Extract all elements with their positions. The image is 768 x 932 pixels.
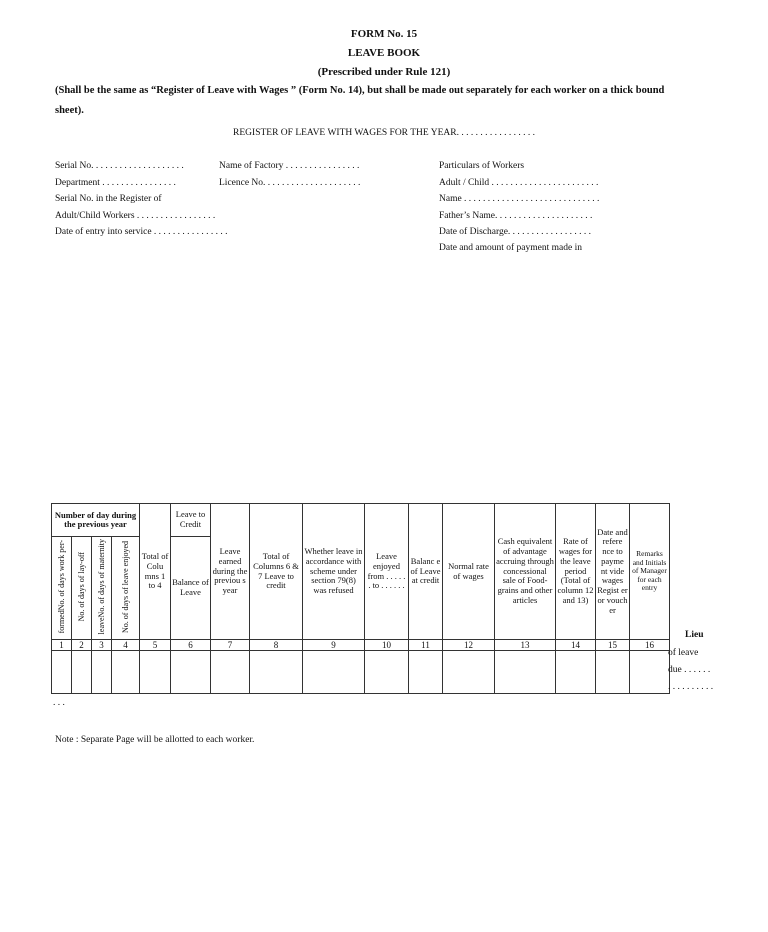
form-number: FORM No. 15: [350, 28, 418, 40]
form-note-line2: sheet).: [55, 105, 84, 116]
col-number-4: 4: [112, 640, 140, 651]
col-leave-enjoyed-label: No. of days of leave enjoyed: [120, 540, 130, 633]
entry-cell[interactable]: [211, 651, 250, 694]
col-remarks: Remarks and Initials of Manager for each entry: [630, 504, 670, 640]
col-number-15: 15: [596, 640, 630, 651]
col-number-2: 2: [72, 640, 92, 651]
col-maternity: [92, 537, 112, 640]
col-leave-refused: Whether leave in accordance with scheme under section 79(8) was refused: [303, 504, 365, 640]
serial-no-field: Serial No. . . . . . . . . . . . . . . . . . . .: [55, 161, 184, 171]
entry-cell[interactable]: [72, 651, 92, 694]
col-number-14: 14: [556, 640, 596, 651]
entry-cell[interactable]: [112, 651, 140, 694]
of-leave-label: of leave: [668, 648, 699, 658]
entry-cell[interactable]: [556, 651, 596, 694]
entry-cell[interactable]: [596, 651, 630, 694]
col-number-3: 3: [92, 640, 112, 651]
lieu-label: Lieu: [685, 630, 704, 640]
entry-cell[interactable]: [443, 651, 495, 694]
col-lay-off-label: No. of days of lay-off: [76, 551, 86, 622]
factory-name-field: Name of Factory . . . . . . . . . . . . . . . .: [219, 161, 360, 171]
date-entry-field: Date of entry into service . . . . . . . . . . . . . . . .: [55, 227, 228, 237]
entry-cell[interactable]: [250, 651, 303, 694]
col-total-1-4: Total of Colu mns 1 to 4: [140, 504, 171, 640]
entry-cell[interactable]: [365, 651, 409, 694]
col-number-16: 16: [630, 640, 670, 651]
worker-name-field: Name . . . . . . . . . . . . . . . . . . . . . . . . . . . . .: [439, 194, 600, 204]
col-balance-at-credit: Balanc e of Leave at credit: [409, 504, 443, 640]
serial-register-field: Serial No. in the Register of: [55, 194, 162, 204]
col-number-1: 1: [52, 640, 72, 651]
adult-child-workers-field: Adult/Child Workers . . . . . . . . . . . . . . . . .: [55, 211, 216, 221]
form-note-line1: (Shall be the same as “Register of Leave with Wages ” (Form No. 14), but shall be made out separately for each worker on a thick bound: [55, 85, 665, 96]
group-leave-credit-header: Leave to Credit: [171, 504, 211, 537]
col-days-worked: [52, 537, 72, 640]
col-cash-equivalent: Cash equivalent of advantage accruing through concessional sale of Food-grains and other articles: [495, 504, 556, 640]
col-normal-rate: Normal rate of wages: [443, 504, 495, 640]
fathers-name-field: Father’s Name. . . . . . . . . . . . . . . . . . . . .: [439, 211, 593, 221]
entry-cell[interactable]: [92, 651, 112, 694]
entry-cell[interactable]: [495, 651, 556, 694]
col-number-8: 8: [250, 640, 303, 651]
adult-child-field: Adult / Child . . . . . . . . . . . . . . . . . . . . . . .: [439, 178, 599, 188]
footer-note: Note : Separate Page will be allotted to each worker.: [55, 735, 255, 745]
due-label: due . . . . . .: [668, 665, 711, 675]
licence-no-field: Licence No. . . . . . . . . . . . . . . . . . . . .: [219, 178, 361, 188]
continuation-dots: . . .: [53, 698, 65, 708]
col-lay-off: [72, 537, 92, 640]
particulars-heading: Particulars of Workers: [439, 161, 525, 171]
register-title: REGISTER OF LEAVE WITH WAGES FOR THE YEAR. . . . . . . . . . . . . . . . .: [233, 128, 535, 138]
entry-cell[interactable]: [303, 651, 365, 694]
entry-cell[interactable]: [52, 651, 72, 694]
col-days-worked-label: formedNo. of days work per-: [56, 539, 66, 634]
date-payment-field: Date and amount of payment made in: [439, 243, 582, 253]
department-field: Department . . . . . . . . . . . . . . . .: [55, 178, 176, 188]
col-number-10: 10: [365, 640, 409, 651]
col-maternity-label: leaveNo. of days of maternity: [96, 538, 106, 635]
leave-book-table: [51, 503, 670, 694]
col-leave-enjoyed-from: Leave enjoyed from . . . . . . to . . . . . .: [365, 504, 409, 640]
col-number-9: 9: [303, 640, 365, 651]
entry-cell[interactable]: [409, 651, 443, 694]
entry-cell[interactable]: [140, 651, 171, 694]
group-days-header: Number of day during the previous year: [52, 504, 140, 537]
col-leave-earned: Leave earned during the previou s year: [211, 504, 250, 640]
col-number-12: 12: [443, 640, 495, 651]
col-number-6: 6: [171, 640, 211, 651]
entry-cell[interactable]: [630, 651, 670, 694]
col-number-11: 11: [409, 640, 443, 651]
due-dots: . . . . . . . . . .: [668, 682, 714, 692]
col-payment-reference: Date and refere nce to payme nt vide wages Regist er or vouch er: [596, 504, 630, 640]
date-discharge-field: Date of Discharge. . . . . . . . . . . . . . . . . .: [439, 227, 592, 237]
col-rate-leave-period: Rate of wages for the leave period (Total of column 12 and 13): [556, 504, 596, 640]
form-title: LEAVE BOOK: [347, 47, 421, 59]
col-number-13: 13: [495, 640, 556, 651]
table-row: [52, 651, 670, 694]
col-leave-enjoyed: [112, 537, 140, 640]
col-number-7: 7: [211, 640, 250, 651]
col-number-5: 5: [140, 640, 171, 651]
entry-cell[interactable]: [171, 651, 211, 694]
col-total-6-7: Total of Columns 6 & 7 Leave to credit: [250, 504, 303, 640]
col-balance-of-leave: Balance of Leave: [171, 537, 211, 640]
prescribed-rule: (Prescribed under Rule 121): [317, 66, 451, 78]
